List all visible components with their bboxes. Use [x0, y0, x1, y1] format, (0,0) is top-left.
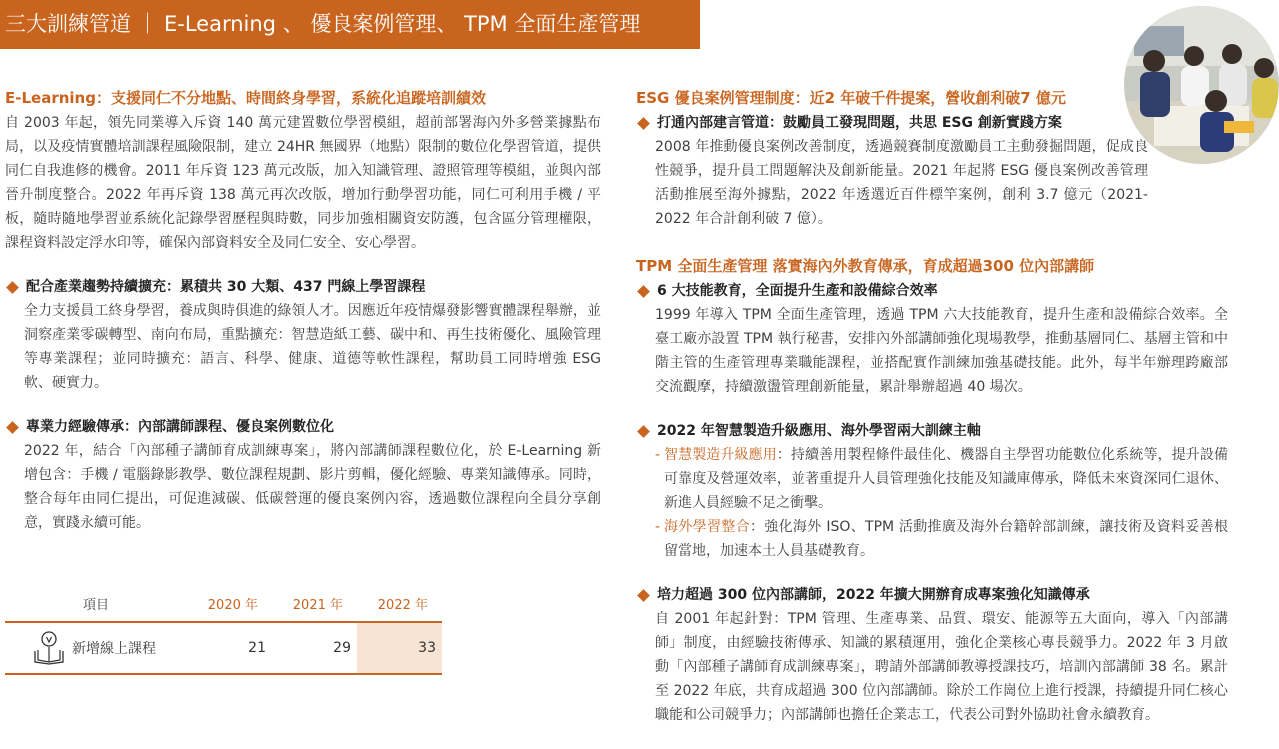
bullet-body: 全力支援員工終身學習，養成與時俱進的綠領人才。因應近年疫情爆發影響實體課程舉辦，並洞察產業零碳轉型、南向布局，重點擴充：智慧造紙工藝、碳中和、再生技術優化、風險管理等專業課程；並同時擴充：語言、科學、健康、道德等軟性課程，幫助員工同時增強 ESG 軟、硬實力。 [24, 303, 601, 391]
bullet-title: 2022 年智慧製造升級應用、海外學習兩大訓練主軸 [657, 423, 981, 439]
sub-label: 智慧製造升級應用 [664, 447, 777, 463]
sub-text: ：持續善用製程條件最佳化、機器自主學習功能數位化系統等，提升設備可靠度及營運效率，並著重提升人員管理強化技能及知識庫傳承，降低未來資深同仁退休、新進人員經驗不足之衝擊。 [664, 447, 1229, 511]
bullet-body: 自 2001 年起針對：TPM 管理、生產專業、品質、環安、能源等五大面向，導入「內部講師」制度，由經驗技術傳承、知識的累積運用，強化企業核心專長競爭力。2022 年 3 月啟動「內部種子講師育成訓練專案」，聘請外部講師教導授課技巧，培訓內部講師 38 名。累計至 2022 年底，共育成超過 300 位內部講師。除於工作崗位上進行授課，持續提升同仁核心職能和公司競爭力；內部講師也擔任企業志工，代表公司對外協助社會永續教育。 [655, 611, 1228, 723]
elearning-book-icon [32, 629, 66, 667]
banner-title: 三大訓練管道 [5, 12, 131, 36]
cell-2020: 21 [248, 640, 266, 656]
bullet-training-axes [636, 419, 1228, 563]
diamond-bullet-icon [637, 117, 650, 130]
bullet-title: 專業力經驗傳承：內部講師課程、優良案例數位化 [26, 419, 334, 435]
online-course-table [5, 585, 442, 675]
banner-subtitle: E-Learning 、 優良案例管理、 TPM 全面生產管理 [164, 12, 641, 36]
header-2022: 2022 年 [377, 597, 428, 613]
bullet-knowledge-transfer [5, 415, 601, 535]
bullet-title: 培力超過 300 位內部講師，2022 年擴大開辦育成專案強化知識傳承 [657, 587, 1090, 603]
bullet-esg-proposals [636, 111, 1228, 231]
diamond-bullet-icon [637, 285, 650, 298]
diamond-bullet-icon [637, 589, 650, 602]
bullet-body: 2022 年，結合「內部種子講師育成訓練專案」，將內部講師課程數位化，於 E-Learning 新增包含：手機 / 電腦錄影教學、數位課程規劃、影片剪輯，優化經驗、專業知識傳承。同時，整合每年由同仁提出，可促進減碳、低碳營運的優良案例內容，透過數位課程向全員分享創意，實踐永續可能。 [24, 443, 601, 531]
table-header-row [5, 585, 442, 622]
sub-item-smart-manufacturing [655, 443, 1228, 515]
bullet-six-skills [636, 279, 1228, 399]
table-row [5, 622, 442, 674]
bullet-internal-instructors [636, 583, 1228, 727]
diamond-bullet-icon [637, 425, 650, 438]
bullet-body: 2008 年推動優良案例改善制度，透過競賽制度激勵員工主動發掘問題，促成良性競爭，提升員工問題解決及創新能量。2021 年起將 ESG 優良案例改善管理活動推展至海外據點，2022 年透選近百件標竿案例，創利 3.7 億元（2021-2022 年合計創利破 7 億）。 [655, 139, 1148, 227]
sub-item-overseas-learning [655, 515, 1228, 563]
bullet-course-expansion [5, 275, 601, 395]
diamond-bullet-icon [6, 421, 19, 434]
sub-text: ：強化海外 ISO、TPM 活動推廣及海外台籍幹部訓練，讓技術及資料妥善根留當地，加速本土人員基礎教育。 [664, 519, 1229, 559]
banner-separator: ｜ [137, 12, 158, 36]
bullet-title: 配合產業趨勢持續擴充：累積共 30 大類、437 門線上學習課程 [26, 279, 426, 295]
page-banner [0, 0, 700, 49]
right-column [636, 86, 1228, 727]
cell-2021: 29 [333, 640, 351, 656]
left-column [5, 86, 601, 535]
bullet-body: 1999 年導入 TPM 全面生產管理，透過 TPM 六大技能教育，提升生產和設備綜合效率。全臺工廠亦設置 TPM 執行秘書，安排內外部講師強化現場教學，推動基層同仁、基層主管和中階主管的生產管理專業職能課程，並搭配實作訓練加強基礎技能。此外，每半年辦理跨廠部交流觀摩，持續激盪管理創新能量，累計舉辦超過 40 場次。 [655, 307, 1228, 395]
header-2020: 2020 年 [207, 597, 258, 613]
sub-label: 海外學習整合 [664, 519, 750, 535]
header-item: 項目 [82, 597, 109, 613]
tpm-heading: TPM 全面生產管理 落實海內外教育傳承，育成超過300 位內部講師 [636, 257, 1095, 275]
dash-marker: - [655, 447, 661, 463]
diamond-bullet-icon [6, 281, 19, 294]
dash-marker: - [655, 519, 661, 535]
elearning-heading: E-Learning：支援同仁不分地點、時間終身學習，系統化追蹤培訓績效 [5, 89, 486, 107]
elearning-intro: 自 2003 年起，領先同業導入斥資 140 萬元建置數位學習模組，超前部署海內外多營業據點布局，以及疫情實體培訓課程風險限制，建立 24HR 無國界（地點）限制的數位化學習管道，提供同仁自我進修的機會。2011 年斥資 123 萬元改版，加入知識管理、證照管理等模組，並與內部晉升制度整合。2022 年再斥資 138 萬元再次改版，增加行動學習功能，同仁可利用手機 / 平板，隨時隨地學習並系統化記錄學習歷程與時數，同步加強相關資安防護，包含區分管理權限，課程資料設定浮水印等，確保內部資料安全及同仁安全、安心學習。 [5, 115, 601, 251]
cell-2022: 33 [357, 622, 442, 674]
row-label: 新增線上課程 [72, 641, 156, 657]
bullet-title: 6 大技能教育，全面提升生產和設備綜合效率 [657, 283, 938, 299]
esg-heading: ESG 優良案例管理制度：近2 年破千件提案，營收創利破7 億元 [636, 89, 1066, 107]
header-2021: 2021 年 [292, 597, 343, 613]
bullet-title: 打通內部建言管道：鼓勵員工發現問題，共思 ESG 創新實踐方案 [657, 115, 1062, 131]
